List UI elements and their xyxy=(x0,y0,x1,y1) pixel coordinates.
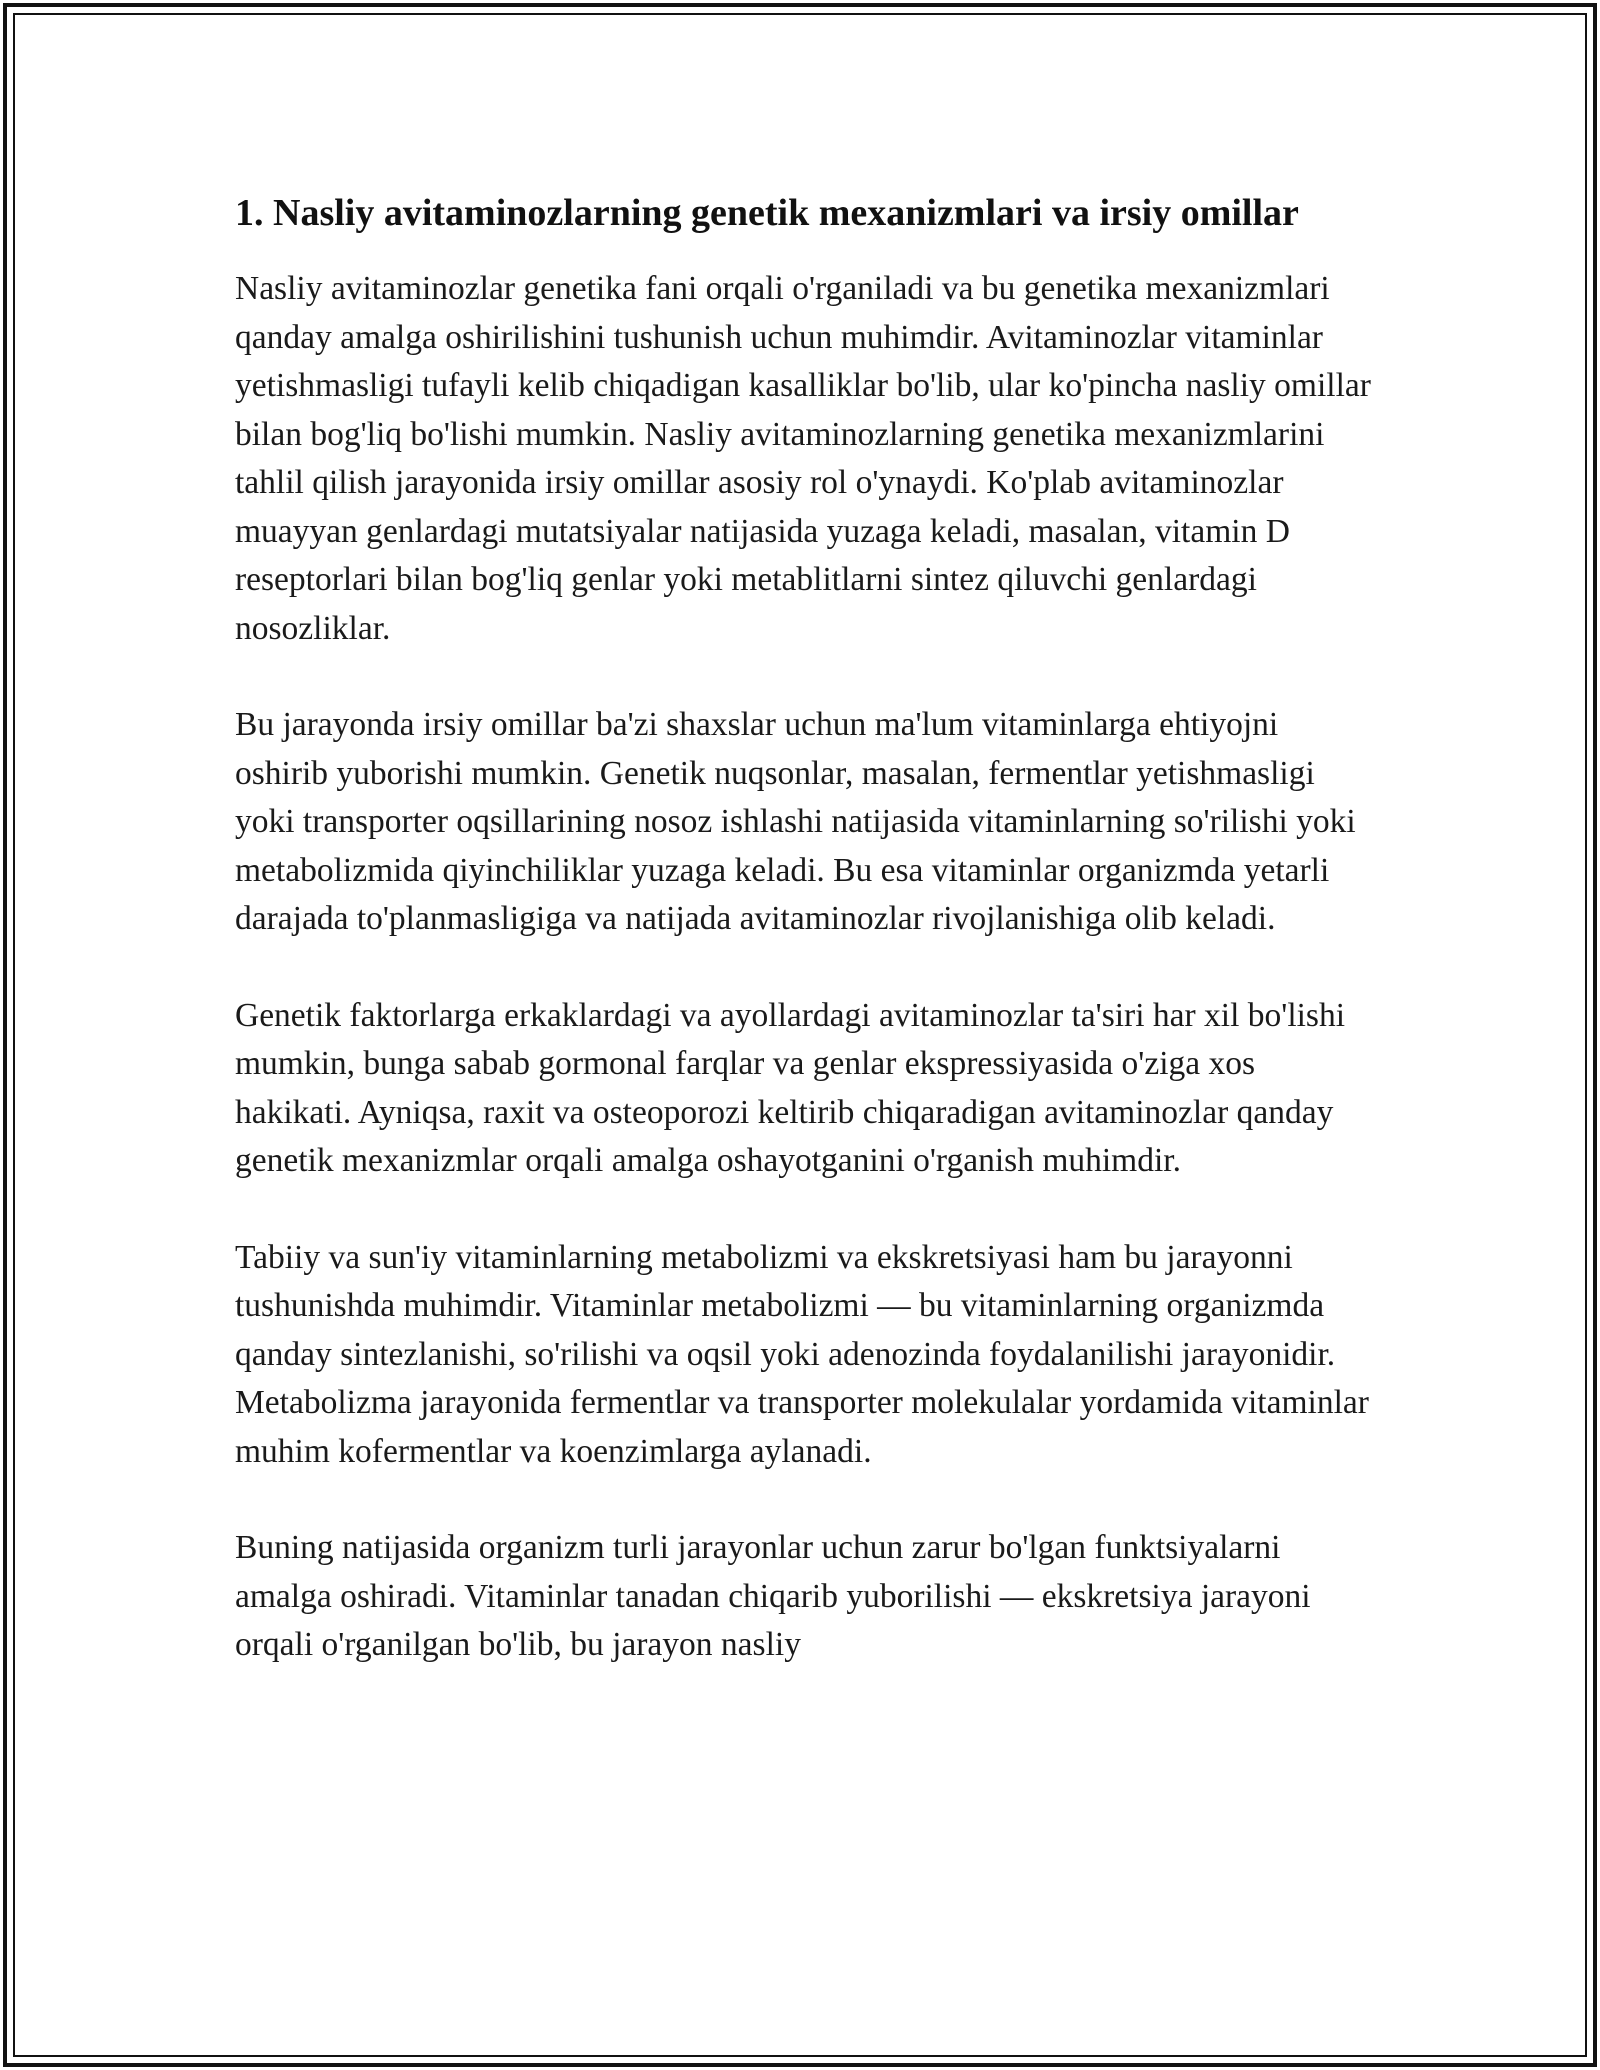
section-heading: 1. Nasliy avitaminozlarning genetik mexanizmlari va irsiy omillar xyxy=(235,192,1299,234)
paragraph-5: Buning natijasida organizm turli jarayonlar uchun zarur bo'lgan funktsiyalarni amalga oshiradi. Vitaminlar tanadan chiqarib yuborilishi — ekskretsiya jarayoni orqali o'rganilgan bo'lib, bu jarayon nasliy xyxy=(235,1529,1311,1663)
paragraph-2: Bu jarayonda irsiy omillar ba'zi shaxslar uchun ma'lum vitaminlarga ehtiyojni oshirib yuborishi mumkin. Genetik nuqsonlar, masalan, fermentlar yetishmasligi yoki transporter oqsillarining nosoz ishlashi natijasida vitaminlarning so'rilishi yoki metabolizmida qiyinchiliklar yuzaga keladi. Bu esa vitaminlar organizmda yetarli darajada to'planmasligiga va natijada avitaminozlar rivojlanishiga olib keladi. xyxy=(235,706,1356,937)
paragraph-3: Genetik faktorlarga erkaklardagi va ayollardagi avitaminozlar ta'siri har xil bo'lishi mumkin, bunga sabab gormonal farqlar va genlar ekspressiyasida o'ziga xos hakikati. Ayniqsa, raxit va osteoporozi keltirib chiqaradigan avitaminozlar qanday genetik mexanizmlar orqali amalga oshayotganini o'rganish muhimdir. xyxy=(235,996,1346,1179)
document-body xyxy=(235,186,1375,1718)
paragraph-4: Tabiiy va sun'iy vitaminlarning metabolizmi va ekskretsiyasi ham bu jarayonni tushunishda muhimdir. Vitaminlar metabolizmi — bu vitaminlarning organizmda qanday sintezlanishi, so'rilishi va oqsil yoki adenozinda foydalanilishi jarayonidir. Metabolizma jarayonida fermentlar va transporter molekulalar yordamida vitaminlar muhim kofermentlar va koenzimlarga aylanadi. xyxy=(235,1238,1369,1470)
paragraph-1: Nasliy avitaminozlar genetika fani orqali o'rganiladi va bu genetika mexanizmlari qanday amalga oshirilishini tushunish uchun muhimdir. Avitaminozlar vitaminlar yetishmasligi tufayli kelib chiqadigan kasalliklar bo'lib, ular ko'pincha nasliy omillar bilan bog'liq bo'lishi mumkin. Nasliy avitaminozlarning genetika mexanizmlarini tahlil qilish jarayonida irsiy omillar asosiy rol o'ynaydi. Ko'plab avitaminozlar muayyan genlardagi mutatsiyalar natijasida yuzaga keladi, masalan, vitamin D reseptorlari bilan bog'liq genlar yoki metablitlarni sintez qiluvchi genlardagi nosozliklar. xyxy=(235,270,1371,647)
